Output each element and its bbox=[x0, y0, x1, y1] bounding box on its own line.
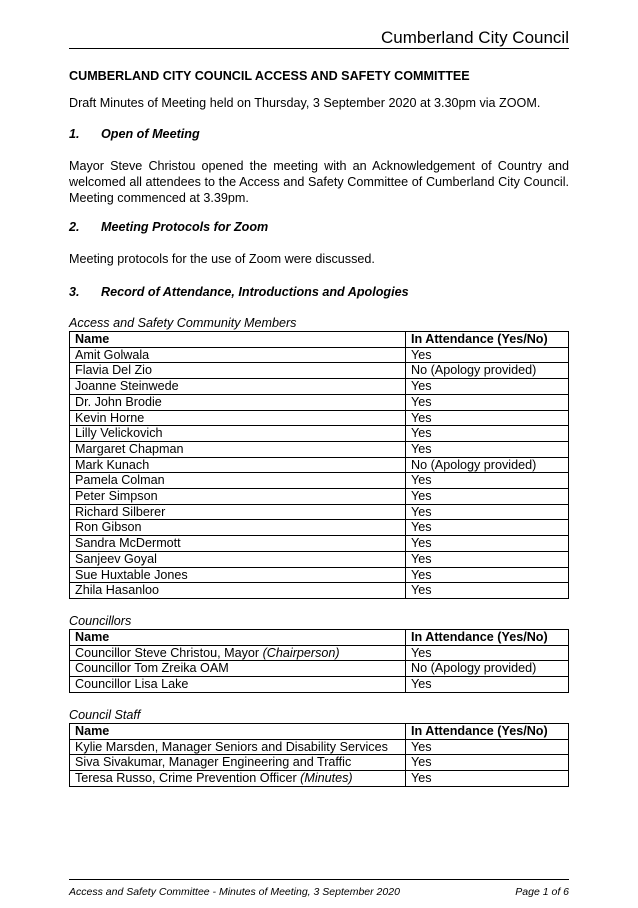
table-row bbox=[70, 536, 569, 552]
member-name: Lilly Velickovich bbox=[70, 426, 406, 442]
table-row bbox=[70, 677, 569, 693]
section-number: 2. bbox=[69, 220, 80, 234]
member-name: Sanjeev Goyal bbox=[70, 551, 406, 567]
table-row bbox=[70, 347, 569, 363]
councillor-name: Councillor Tom Zreika OAM bbox=[70, 661, 406, 677]
attendance-value: Yes bbox=[406, 347, 569, 363]
attendance-value: Yes bbox=[406, 567, 569, 583]
member-name: Richard Silberer bbox=[70, 504, 406, 520]
member-name: Flavia Del Zio bbox=[70, 363, 406, 379]
column-header-attendance: In Attendance (Yes/No) bbox=[406, 630, 569, 646]
name-text: Teresa Russo, Crime Prevention Officer bbox=[75, 771, 297, 786]
attendance-value: Yes bbox=[406, 394, 569, 410]
table-caption-councillors: Councillors bbox=[69, 614, 132, 628]
table-row bbox=[70, 661, 569, 677]
table-row bbox=[70, 645, 569, 661]
attendance-value: Yes bbox=[406, 739, 569, 755]
column-header-attendance: In Attendance (Yes/No) bbox=[406, 332, 569, 348]
section-title: Record of Attendance, Introductions and Apologies bbox=[101, 285, 409, 299]
table-row bbox=[70, 504, 569, 520]
section-1-text: Mayor Steve Christou opened the meeting with an Acknowledgement of Country and welcomed all attendees to the Access and Safety Committee of Cumberland City Council. Meeting commenced at 3.39pm. bbox=[69, 159, 569, 205]
attendance-value: Yes bbox=[406, 473, 569, 489]
table-caption-members: Access and Safety Community Members bbox=[69, 316, 297, 330]
section-2-heading bbox=[69, 220, 268, 234]
role-note: (Minutes) bbox=[300, 771, 353, 786]
column-header-name: Name bbox=[70, 332, 406, 348]
footer-document-title: Access and Safety Committee - Minutes of Meeting, 3 September 2020 bbox=[69, 886, 400, 898]
member-name: Peter Simpson bbox=[70, 489, 406, 505]
member-name: Pamela Colman bbox=[70, 473, 406, 489]
table-row bbox=[70, 551, 569, 567]
section-title: Open of Meeting bbox=[101, 127, 200, 141]
member-name: Joanne Steinwede bbox=[70, 379, 406, 395]
council-name: Cumberland City Council bbox=[380, 28, 569, 47]
table-row bbox=[70, 739, 569, 755]
attendance-value: Yes bbox=[406, 677, 569, 693]
attendance-value: Yes bbox=[406, 645, 569, 661]
staff-table bbox=[69, 723, 569, 787]
councillor-name bbox=[70, 645, 406, 661]
member-name: Margaret Chapman bbox=[70, 441, 406, 457]
section-3-heading bbox=[69, 285, 409, 299]
member-name: Zhila Hasanloo bbox=[70, 583, 406, 599]
column-header-attendance: In Attendance (Yes/No) bbox=[406, 724, 569, 740]
table-row bbox=[70, 755, 569, 771]
member-name: Sandra McDermott bbox=[70, 536, 406, 552]
page-header bbox=[69, 26, 569, 49]
attendance-value: Yes bbox=[406, 441, 569, 457]
section-number: 1. bbox=[69, 127, 80, 141]
role-note: (Chairperson) bbox=[262, 645, 340, 660]
table-row bbox=[70, 410, 569, 426]
table-row bbox=[70, 771, 569, 787]
column-header-name: Name bbox=[70, 630, 406, 646]
table-row bbox=[70, 520, 569, 536]
table-header-row bbox=[70, 332, 569, 348]
section-number: 3. bbox=[69, 285, 80, 299]
member-name: Dr. John Brodie bbox=[70, 394, 406, 410]
page-number: Page 1 of 6 bbox=[515, 886, 569, 898]
member-name: Amit Golwala bbox=[70, 347, 406, 363]
attendance-value: Yes bbox=[406, 504, 569, 520]
attendance-value: Yes bbox=[406, 536, 569, 552]
table-row bbox=[70, 441, 569, 457]
table-header-row bbox=[70, 630, 569, 646]
attendance-value: Yes bbox=[406, 489, 569, 505]
table-row bbox=[70, 457, 569, 473]
table-row bbox=[70, 363, 569, 379]
attendance-value: No (Apology provided) bbox=[406, 363, 569, 379]
member-name: Ron Gibson bbox=[70, 520, 406, 536]
table-caption-staff: Council Staff bbox=[69, 708, 141, 722]
members-table bbox=[69, 331, 569, 599]
section-title: Meeting Protocols for Zoom bbox=[101, 220, 269, 234]
table-row bbox=[70, 567, 569, 583]
attendance-value: Yes bbox=[406, 771, 569, 787]
councillor-name: Councillor Lisa Lake bbox=[70, 677, 406, 693]
attendance-value: Yes bbox=[406, 520, 569, 536]
table-row bbox=[70, 379, 569, 395]
staff-name bbox=[70, 771, 406, 787]
attendance-value: Yes bbox=[406, 755, 569, 771]
attendance-value: No (Apology provided) bbox=[406, 457, 569, 473]
member-name: Kevin Horne bbox=[70, 410, 406, 426]
page-footer bbox=[69, 879, 569, 898]
member-name: Sue Huxtable Jones bbox=[70, 567, 406, 583]
section-1-heading bbox=[69, 127, 200, 141]
table-row bbox=[70, 394, 569, 410]
table-row bbox=[70, 473, 569, 489]
column-header-name: Name bbox=[70, 724, 406, 740]
attendance-value: Yes bbox=[406, 583, 569, 599]
section-2-text: Meeting protocols for the use of Zoom were discussed. bbox=[69, 252, 375, 266]
staff-name: Kylie Marsden, Manager Seniors and Disability Services bbox=[70, 739, 406, 755]
document-title: CUMBERLAND CITY COUNCIL ACCESS AND SAFETY COMMITTEE bbox=[69, 69, 470, 83]
attendance-value: Yes bbox=[406, 410, 569, 426]
intro-paragraph: Draft Minutes of Meeting held on Thursday, 3 September 2020 at 3.30pm via ZOOM. bbox=[69, 96, 541, 110]
attendance-value: Yes bbox=[406, 551, 569, 567]
attendance-value: No (Apology provided) bbox=[406, 661, 569, 677]
staff-name: Siva Sivakumar, Manager Engineering and Traffic bbox=[70, 755, 406, 771]
table-row bbox=[70, 583, 569, 599]
name-text: Councillor Steve Christou, Mayor bbox=[75, 645, 260, 660]
councillors-table bbox=[69, 629, 569, 693]
table-header-row bbox=[70, 724, 569, 740]
attendance-value: Yes bbox=[406, 379, 569, 395]
table-row bbox=[70, 489, 569, 505]
attendance-value: Yes bbox=[406, 426, 569, 442]
member-name: Mark Kunach bbox=[70, 457, 406, 473]
table-row bbox=[70, 426, 569, 442]
